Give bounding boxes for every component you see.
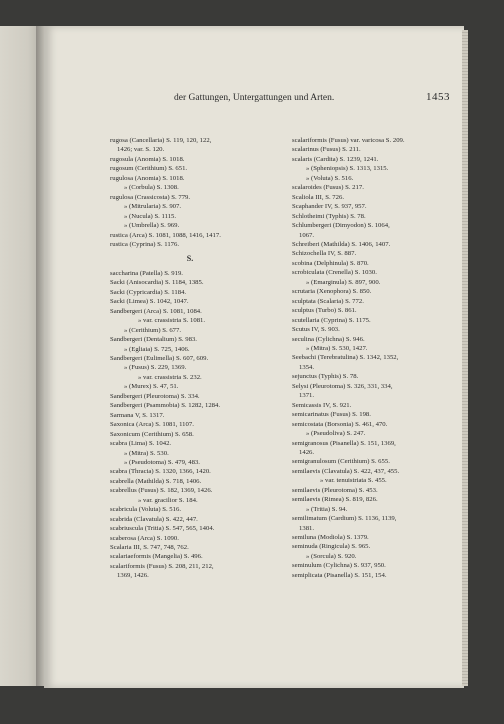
index-entry: Sandbergeri (Pleurotoma) S. 334. [110,392,200,400]
index-entry: rustica (Cyprina) S. 1176. [110,240,180,248]
index-entry: rugosum (Cerithium) S. 651. [110,165,188,173]
index-entry: 1067. [299,231,315,239]
index-entry: rugulosa (Anomia) S. 1018. [110,174,185,182]
index-entry: » (Voluta) S. 516. [306,174,354,182]
index-entry: rugosa (Cancellaria) S. 119, 120, 122, [110,137,212,144]
index-entry: semilaevis (Pleurotoma) S. 453. [292,486,378,494]
index-entry: semicostata (Borsonia) S. 461, 470. [292,420,388,428]
index-entry: semicarinatus (Fusus) S. 198. [292,411,371,419]
index-entry: Schlumbergeri (Dimyodon) S. 1064, [292,222,390,230]
index-entry: Scalaria III, S. 747, 748, 762. [110,544,189,552]
index-entry: Scaliola III, S. 726. [292,193,345,201]
index-entry: » (Emarginula) S. 897, 900. [306,278,381,286]
left-page-edge [0,26,40,686]
index-entry: scabriuscula (Tritia) S. 547, 565, 1404. [110,525,215,533]
index-entry: semiluna (Modiola) S. 1379. [292,534,369,542]
index-entry: Sandbergeri (Dentalium) S. 983. [110,336,197,344]
index-entry: scabrellus (Fusus) S. 182, 1369, 1426. [110,487,213,495]
index-entry: 1371. [299,392,315,400]
index-entry: Saxonica (Arca) S. 1081, 1107. [110,421,194,429]
section-letter: S. [186,254,194,264]
index-entry: scobina (Delphinula) S. 870. [292,259,369,267]
index-entry: 1354. [299,363,315,371]
running-title: der Gattungen, Untergattungen und Arten. [174,93,335,103]
page-number: 1453 [426,91,450,103]
index-entry: semigranulosum (Cerithium) S. 655. [292,458,390,466]
index-entry: scalarinus (Fusus) S. 211. [292,146,361,154]
index-entry: » (Corbula) S. 1308. [124,184,179,192]
index-entry: » (Murex) S. 47, 51. [124,383,179,391]
index-entry: scutellaria (Cyprina) S. 1175. [292,316,371,324]
index-entry: scaberosa (Arca) S. 1090. [110,534,179,542]
index-entry: scalaris (Cardita) S. 1239, 1241. [292,155,379,163]
index-entry: » (Spheniopsis) S. 1313, 1315. [306,165,389,173]
index-entry: » (Nucula) S. 1115. [124,212,177,220]
index-entry: » (Pseudoliva) S. 247. [306,430,366,438]
index-column-left [110,136,270,581]
index-entry: scabra (Lima) S. 1042. [110,440,172,448]
index-entry: » var. gracilior S. 184. [138,496,198,504]
index-entry: » (Egliaia) S. 725, 1406. [124,345,190,353]
index-entry: Sandbergeri (Psammobia) S. 1282, 1284. [110,402,221,410]
index-entry: scalaroides (Fusus) S. 217. [292,184,364,192]
index-entry: 1426; var. S. 120. [117,146,165,154]
index-entry: seminuda (Ringicula) S. 965. [292,543,371,551]
index-entry: » (Sorcula) S. 920. [306,552,357,560]
index-entry: scabrella (Mathilda) S. 718, 1406. [110,477,202,485]
index-entry: Sandbergeri (Arca) S. 1081, 1084. [110,307,202,315]
index-entry: rustica (Arca) S. 1081, 1088, 1416, 1417. [110,231,221,239]
index-entry: Schizochella IV, S. 887. [292,250,357,258]
index-entry: sejunctus (Typhis) S. 78. [292,373,359,381]
index-entry: » var. tenuistriata S. 455. [320,477,387,485]
index-entry: scabra (Thracia) S. 1320, 1366, 1420. [110,468,211,476]
index-entry: Seebachi (Terebratulina) S. 1342, 1352, [292,354,399,362]
index-entry: » (Mitra) S. 530. [124,449,169,457]
index-entry: scabricula (Voluta) S. 516. [110,506,182,514]
index-entry: 1369, 1426. [117,572,149,580]
index-entry: » (Umbrella) S. 969. [124,222,180,230]
index-entry: 1381. [299,524,315,532]
index-entry: » (Cerithium) S. 677. [124,326,182,334]
index-entry: 1426. [299,448,315,456]
index-entry: semilaevis (Rimea) S. 819, 826. [292,496,378,504]
index-entry: Selysi (Pleurotoma) S. 326, 331, 334, [292,382,393,390]
index-entry: sculptus (Turbo) S. 861. [292,307,357,315]
index-entry: semilimatum (Cardium) S. 1136, 1139, [292,515,397,523]
index-entry: semiplicata (Pisanella) S. 151, 154. [292,571,387,579]
index-entry: Semicassis IV, S. 921. [292,401,352,409]
index-entry: scalariaeformis (Mangelia) S. 496. [110,553,203,561]
index-entry: Sarmana V, S. 1317. [110,411,165,419]
index-entry: Scaphander IV, S. 937, 957. [292,203,367,211]
index-entry: Sandbergeri (Eulimella) S. 607, 609. [110,354,209,362]
index-entry: saccharina (Patella) S. 919. [110,269,183,277]
index-entry: » var. crassistria S. 232. [138,373,202,381]
index-entry: rugulosa (Crassicosta) S. 779. [110,193,191,201]
index-entry: » (Tritia) S. 94. [306,505,348,513]
index-entry: semigranosus (Pisanella) S. 151, 1369, [292,439,396,447]
index-entry: seculina (Cylichna) S. 946. [292,335,365,343]
index-entry: Sacki (Cypricardia) S. 1184. [110,288,187,296]
index-column-right [292,136,452,580]
index-entry: » (Fusus) S. 229, 1369. [124,364,187,372]
index-entry: semilaevis (Clavatula) S. 422, 437, 455. [292,467,400,475]
index-entry: » (Mitrularia) S. 907. [124,203,182,211]
index-entry: scalariformis (Fusus) var. varicosa S. 209. [292,137,405,144]
index-entry: » var. crassistria S. 1081. [138,317,206,325]
page-stack-edge [462,30,468,686]
index-entry: Saxonicum (Cerithium) S. 658. [110,430,194,438]
index-entry: scrobiculata (Crenella) S. 1030. [292,269,377,277]
index-entry: scalariformis (Fusus) S. 208, 211, 212, [110,562,214,570]
index-entry: Schlotheimi (Typhis) S. 78. [292,212,366,220]
index-entry: Sacki (Limea) S. 1042, 1047. [110,298,189,306]
index-entry: Scutus IV, S. 903. [292,326,340,334]
index-entry: seminulum (Cylichna) S. 937, 950. [292,562,386,570]
index-entry: scrutaria (Xenophora) S. 850. [292,288,372,296]
index-entry: » (Mitra) S. 530, 1427. [306,344,368,352]
index-entry: rugosula (Anomia) S. 1018. [110,155,185,163]
index-entry: sculptata (Scalaria) S. 772. [292,297,364,305]
index-entry: Schreiberi (Mathilda) S. 1406, 1407. [292,240,391,248]
index-entry: » (Pseudotoma) S. 479, 483. [124,458,200,466]
index-entry: scabrida (Clavatula) S. 422, 447. [110,515,198,523]
index-entry: Sacki (Anisocardia) S. 1184, 1385. [110,279,204,287]
